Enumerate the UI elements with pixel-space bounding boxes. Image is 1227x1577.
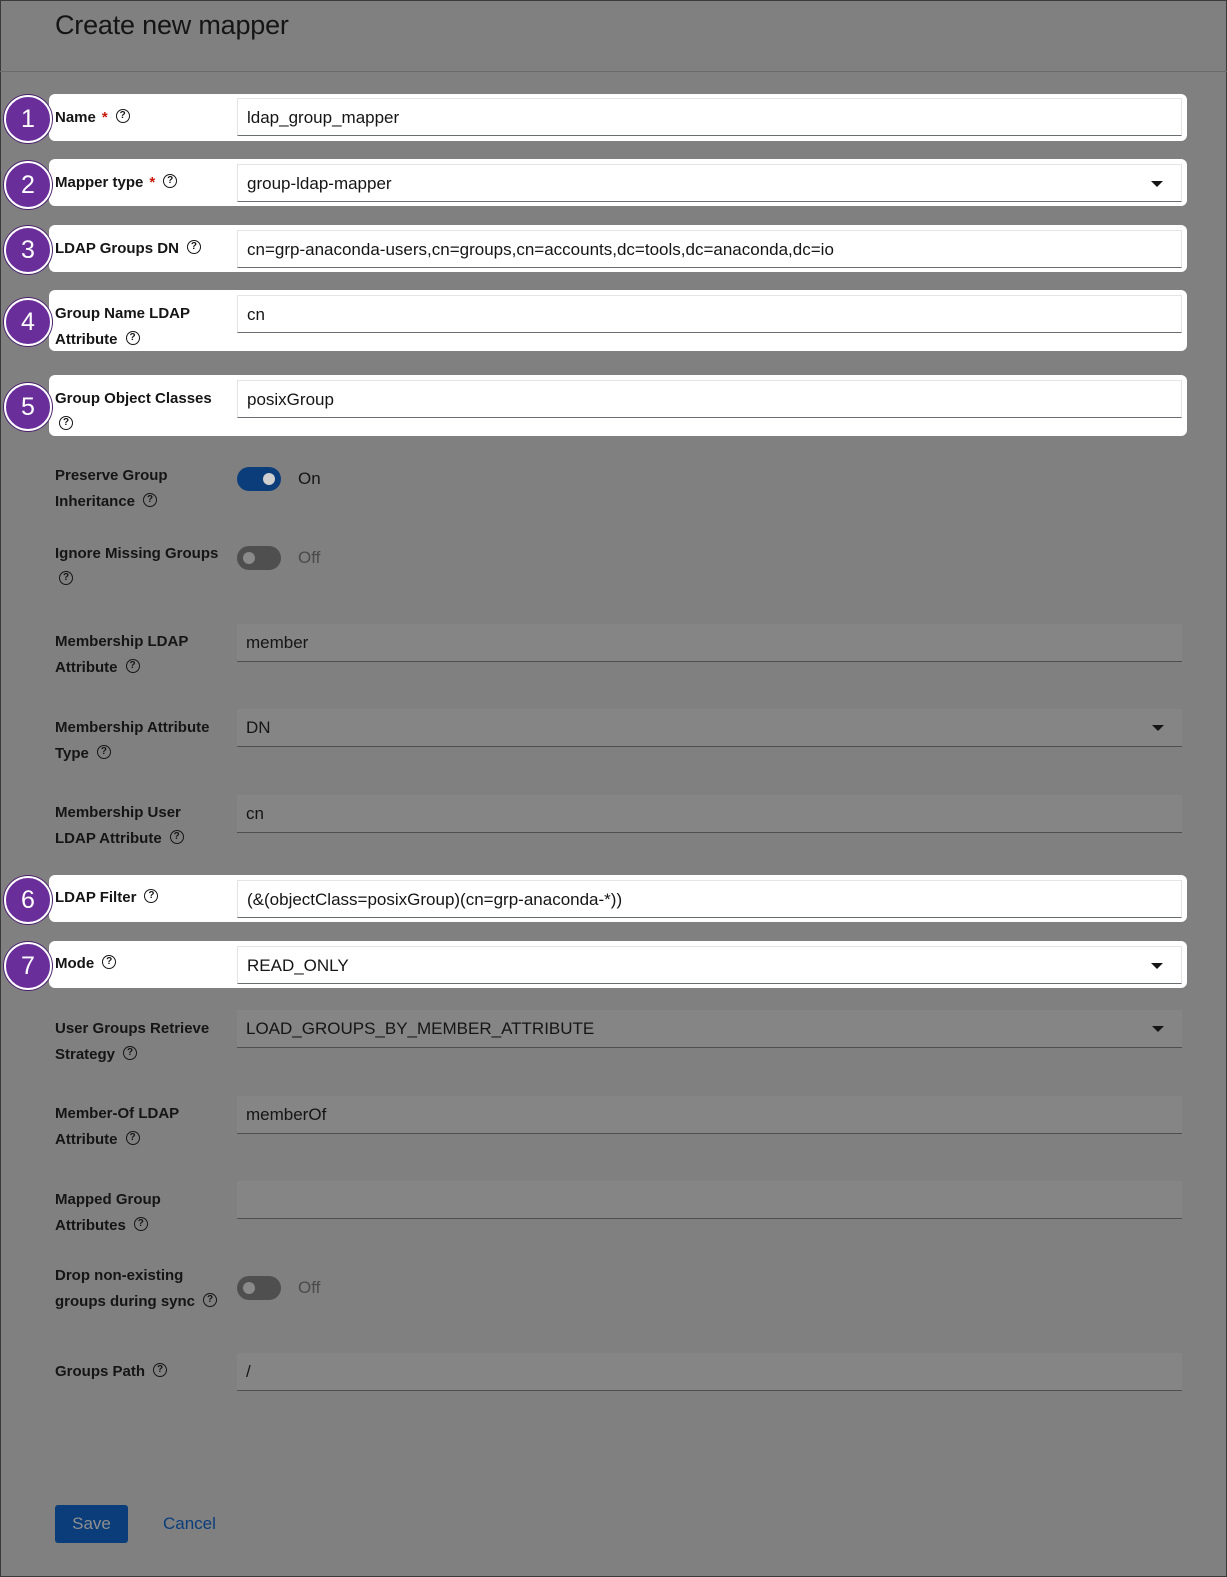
group-name-attr-input[interactable]: cn <box>237 295 1182 333</box>
step-badge-3: 3 <box>4 226 52 274</box>
ldap-filter-input[interactable]: (&(objectClass=posixGroup)(cn=grp-anaconda-*)) <box>237 880 1182 918</box>
name-input[interactable]: ldap_group_mapper <box>237 98 1182 136</box>
help-icon[interactable]: ? <box>144 889 158 903</box>
preserve-inheritance-state: On <box>298 469 321 488</box>
step-badge-6: 6 <box>4 876 52 924</box>
help-icon[interactable]: ? <box>134 1217 148 1231</box>
help-icon[interactable]: ? <box>187 240 201 254</box>
help-icon[interactable]: ? <box>59 416 73 430</box>
groups-path-label: Groups Path ? <box>55 1359 223 1385</box>
toggle-knob <box>243 1282 255 1294</box>
member-of-attr-input[interactable]: memberOf <box>237 1096 1182 1134</box>
help-icon[interactable]: ? <box>126 659 140 673</box>
mapper-type-label: Mapper type * ? <box>55 170 223 196</box>
help-icon[interactable]: ? <box>126 1131 140 1145</box>
help-icon[interactable]: ? <box>170 830 184 844</box>
caret-down-icon <box>1151 181 1163 187</box>
step-badge-4: 4 <box>4 298 52 346</box>
member-of-attr-label: Member-Of LDAP Attribute ? <box>55 1105 180 1148</box>
ldap-filter-label: LDAP Filter ? <box>55 885 223 911</box>
help-icon[interactable]: ? <box>102 955 116 969</box>
ignore-missing-toggle[interactable] <box>237 546 281 570</box>
mapper-type-select[interactable]: group-ldap-mapper <box>237 164 1182 202</box>
help-icon[interactable]: ? <box>97 745 111 759</box>
group-object-classes-input[interactable]: posixGroup <box>237 380 1182 418</box>
retrieve-strategy-select[interactable]: LOAD_GROUPS_BY_MEMBER_ATTRIBUTE <box>237 1010 1182 1048</box>
ignore-missing-state: Off <box>298 548 321 567</box>
membership-attr-type-select[interactable]: DN <box>237 709 1182 747</box>
mode-select[interactable]: READ_ONLY <box>237 946 1182 984</box>
toggle-knob <box>243 552 255 564</box>
group-name-attr-label: Group Name LDAP Attribute ? <box>55 305 191 348</box>
caret-down-icon <box>1151 963 1163 969</box>
help-icon[interactable]: ? <box>116 109 130 123</box>
preserve-inheritance-label: Preserve Group Inheritance ? <box>55 467 168 510</box>
step-badge-5: 5 <box>4 383 52 431</box>
step-badge-7: 7 <box>4 942 52 990</box>
help-icon[interactable]: ? <box>126 331 140 345</box>
membership-user-attr-label: Membership User LDAP Attribute ? <box>55 800 223 852</box>
ldap-groups-dn-input[interactable]: cn=grp-anaconda-users,cn=groups,cn=accounts,dc=tools,dc=anaconda,dc=io <box>237 230 1182 268</box>
membership-attr-type-label: Membership Attribute Type ? <box>55 719 210 762</box>
preserve-inheritance-toggle[interactable] <box>237 467 281 491</box>
ldap-groups-dn-label: LDAP Groups DN ? <box>55 236 223 262</box>
mode-label: Mode ? <box>55 951 223 977</box>
step-badge-2: 2 <box>4 161 52 209</box>
membership-attr-input[interactable]: member <box>237 624 1182 662</box>
page-header <box>0 0 1227 72</box>
cancel-button[interactable]: Cancel <box>163 1514 216 1533</box>
mapped-group-attrs-label: Mapped Group Attributes ? <box>55 1191 161 1234</box>
mapped-group-attrs-input[interactable] <box>237 1181 1182 1219</box>
toggle-knob <box>263 473 275 485</box>
page-title: Create new mapper <box>55 10 289 40</box>
help-icon[interactable]: ? <box>123 1046 137 1060</box>
help-icon[interactable]: ? <box>153 1363 167 1377</box>
caret-down-icon <box>1152 725 1164 731</box>
membership-attr-label: Membership LDAP Attribute ? <box>55 633 189 676</box>
membership-user-attr-input[interactable]: cn <box>237 795 1182 833</box>
caret-down-icon <box>1152 1026 1164 1032</box>
retrieve-strategy-label: User Groups Retrieve Strategy ? <box>55 1020 210 1063</box>
group-object-classes-label: Group Object Classes ? <box>55 390 212 429</box>
ignore-missing-label: Ignore Missing Groups ? <box>55 545 219 584</box>
help-icon[interactable]: ? <box>203 1293 217 1307</box>
name-label: Name * ? <box>55 105 223 131</box>
drop-nonexisting-toggle[interactable] <box>237 1276 281 1300</box>
groups-path-input[interactable]: / <box>237 1353 1182 1391</box>
help-icon[interactable]: ? <box>143 493 157 507</box>
step-badge-1: 1 <box>4 95 52 143</box>
drop-nonexisting-state: Off <box>298 1278 321 1297</box>
save-button[interactable]: Save <box>55 1505 128 1543</box>
drop-nonexisting-label: Drop non-existing groups during sync ? <box>55 1263 223 1315</box>
help-icon[interactable]: ? <box>163 174 177 188</box>
help-icon[interactable]: ? <box>59 571 73 585</box>
